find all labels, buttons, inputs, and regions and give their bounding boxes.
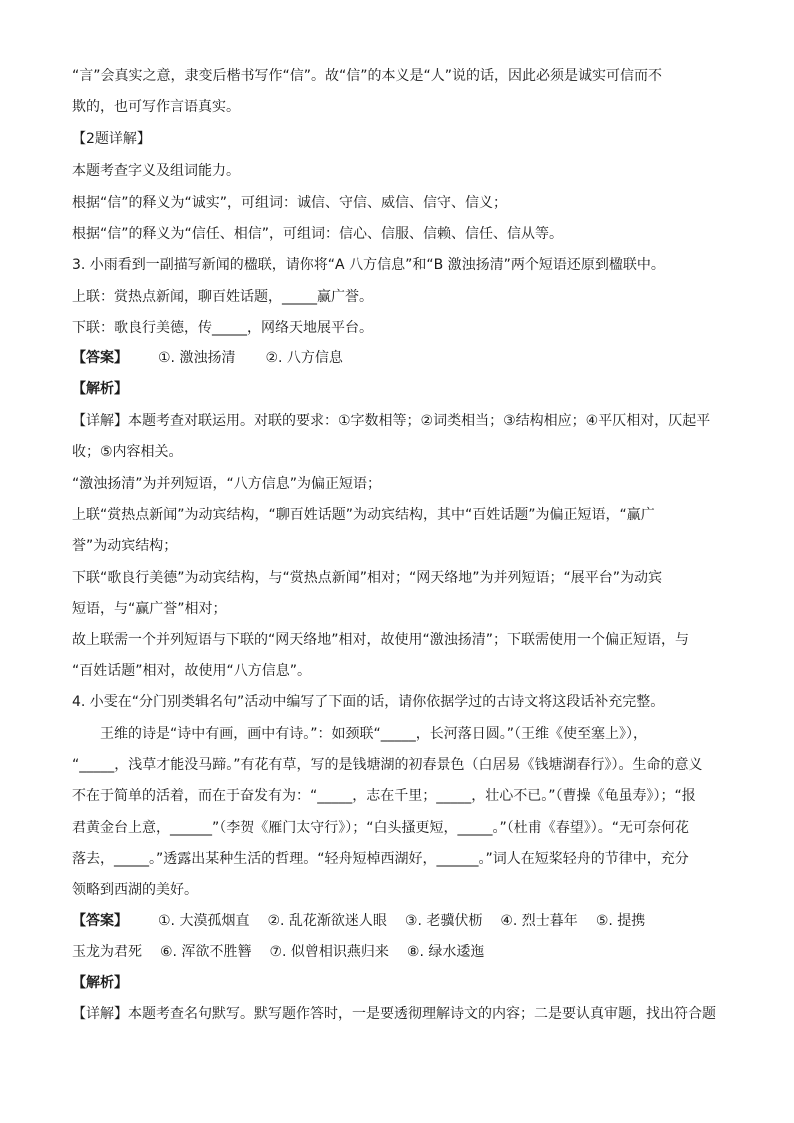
paragraph-line: 王维的诗是“诗中有画，画中有诗。”：如颈联“_____，长河落日圆。”（王维《使至塞上》）， <box>100 726 648 742</box>
paragraph-line: “言”会真实之意，隶变后楷书写作“信”。故“信”的本义是“人”说的话，因此必须是诚实可信而不 <box>72 68 663 84</box>
couplet-lower: 下联：歌良行美德，传_____，网络天地展平台。 <box>72 320 373 336</box>
answer-item: ④. 烈士暮年 <box>500 913 578 929</box>
paragraph-line: 誉”为动宾结构； <box>72 538 178 554</box>
answer-item: 玉龙为君死 <box>72 944 142 960</box>
answer-item: ①. 激浊扬清 <box>158 350 236 366</box>
paragraph-line: 君黄金台上意，______”（李贺《雁门太守行》）；“白头搔更短，_____。”（杜甫《春望》）。“无可奈何花 <box>72 820 690 836</box>
paragraph-line: 收；⑤内容相关。 <box>72 444 183 460</box>
paragraph-line: 落去，_____。”透露出某种生活的哲理。“轻舟短棹西湖好，______。”词人在短桨轻舟的节律中，充分 <box>72 851 689 867</box>
paragraph-line: 【详解】本题考查对联运用。对联的要求：①字数相等；②词类相当；③结构相应；④平仄相对，仄起平 <box>72 413 711 429</box>
answer-item: ⑧. 绿水逶迤 <box>406 944 485 960</box>
answer-item: ⑥. 浑欲不胜簪 <box>160 944 252 960</box>
answer-item: ①. 大漠孤烟直 <box>158 913 250 929</box>
paragraph-line: “激浊扬清”为并列短语，“八方信息”为偏正短语； <box>72 476 382 492</box>
paragraph-line: 【详解】本题考查名句默写。默写题作答时，一是要透彻理解诗文的内容；二是要认真审题，找出符合题 <box>72 1006 716 1022</box>
paragraph-line: 领略到西湖的美好。 <box>72 882 198 898</box>
question-4-prompt: 4. 小雯在“分门别类辑名句”活动中编写了下面的话，请你依据学过的古诗文将这段话补充完整。 <box>72 694 665 710</box>
answer-item: ⑦. 似曾相识燕归来 <box>269 944 389 960</box>
paragraph-line: 根据“信”的释义为“诚实”，可组词：诚信、守信、威信、信守、信义； <box>72 195 508 211</box>
analysis-tag: 【解析】 <box>72 381 128 397</box>
answer-tag: 【答案】 <box>72 350 128 366</box>
couplet-upper: 上联：赏热点新闻，聊百姓话题，_____赢广誉。 <box>72 289 373 305</box>
paragraph-line: “_____，浅草才能没马蹄。”有花有草，写的是钱塘湖的初春景色（白居易《钱塘湖春行》）。生命的意义 <box>72 757 703 773</box>
answer-line-q3 <box>72 348 722 368</box>
answer-item: ⑤. 提携 <box>595 913 646 929</box>
answer-item: ②. 乱花渐欲迷人眼 <box>267 913 387 929</box>
paragraph-line: 根据“信”的释义为“信任、相信”，可组词：信心、信服、信赖、信任、信从等。 <box>72 226 564 242</box>
paragraph-line: 欺的，也可写作言语真实。 <box>72 99 240 115</box>
answer-tag: 【答案】 <box>72 913 128 929</box>
analysis-tag: 【解析】 <box>72 975 128 991</box>
paragraph-line: 不在于简单的活着，而在于奋发有为：“_____，志在千里；_____，壮心不已。”（曹操《龟虽寿》）；“报 <box>72 788 696 804</box>
paragraph-line: 故上联需一个并列短语与下联的“网天络地”相对，故使用“激浊扬清”；下联需使用一个偏正短语，与 <box>72 632 690 648</box>
paragraph-line: 本题考查字义及组词能力。 <box>72 163 240 179</box>
question-3-prompt: 3. 小雨看到一副描写新闻的楹联，请你将“A 八方信息”和“B 激浊扬清”两个短语还原到楹联中。 <box>72 257 665 273</box>
paragraph-line: 短语，与“赢广誉”相对； <box>72 601 227 617</box>
paragraph-line: 下联“歌良行美德”为动宾结构，与“赏热点新闻”相对；“网天络地”为并列短语；“展平台”为动宾 <box>72 570 663 586</box>
answer-item: ③. 老骥伏枥 <box>404 913 483 929</box>
answer-item: ②. 八方信息 <box>265 350 343 366</box>
section-heading: 【2题详解】 <box>72 131 151 147</box>
answer-line-q4-cont <box>72 942 722 962</box>
answer-line-q4 <box>72 911 722 931</box>
paragraph-line: 上联“赏热点新闻”为动宾结构，“聊百姓话题”为动宾结构，其中“百姓话题”为偏正短语，“赢广 <box>72 507 655 523</box>
paragraph-line: “百姓话题”相对，故使用“八方信息”。 <box>72 663 312 679</box>
